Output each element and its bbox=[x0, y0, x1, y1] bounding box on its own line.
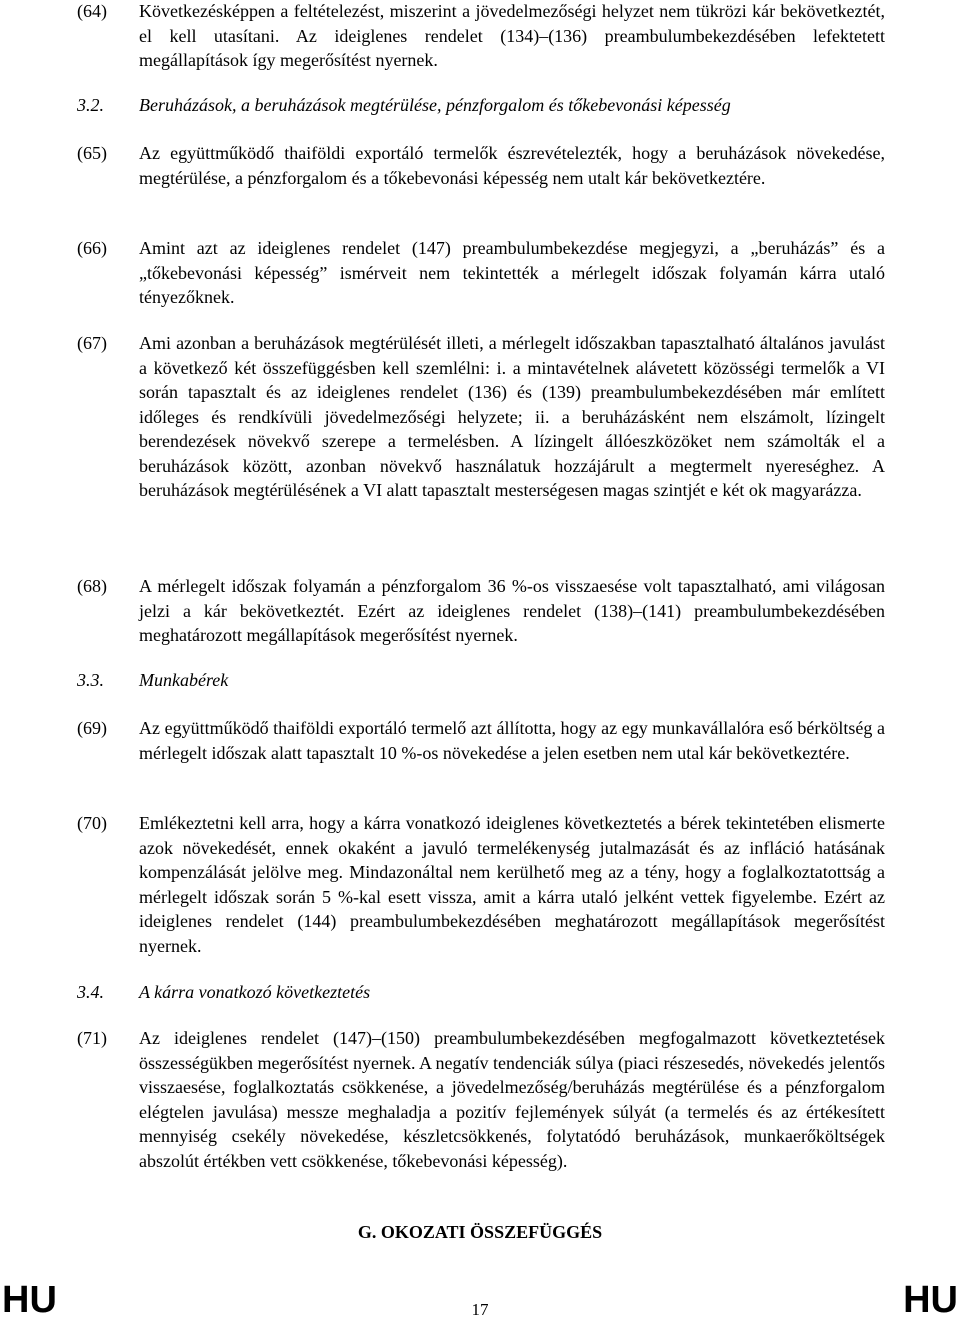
paragraph-number: (70) bbox=[77, 813, 107, 833]
paragraph-text: Az együttműködő thaiföldi exportáló termelő azt állította, hogy az egy munkavállalóra eső bérköltség a mérlegelt időszak alatt tapasztalt 10 %-os növekedése a jelen esetben nem utal kár bekövetkeztére. bbox=[139, 718, 885, 763]
chapter-heading-g: G. OKOZATI ÖSSZEFÜGGÉS bbox=[357, 1222, 603, 1242]
footer-language-right: HU bbox=[903, 1279, 958, 1321]
section-title: A kárra vonatkozó következtetés bbox=[139, 982, 371, 1002]
paragraph-text: Ami azonban a beruházások megtérülését illeti, a mérlegelt időszakban tapasztalható általános javulást a következő két összefüggésben kell szemlélni: i. a mintavételnek alávetett közösségi termelők a VI során tapasztalt és az ideiglenes rendelet (136) és (139) preambulumbekezdésében már említett időleges és rendkívüli jövedelmezőségi helyzete; ii. a beruházásként nem elszámolt, lízingelt berendezések növekvő szerepe a termelésben. A lízingelt állóeszközöket nem számolták el a beruházások között, azonban növekvő használatuk hozzájárult a megtermelt nyereséghez. A beruházások megtérülésének a VI alatt tapasztalt mesterségesen magas szintjét e két ok magyarázza. bbox=[139, 333, 885, 500]
section-title: Munkabérek bbox=[139, 670, 229, 690]
paragraph-number: (69) bbox=[77, 718, 107, 738]
paragraph-text: Az ideiglenes rendelet (147)–(150) preambulumbekezdésében megfogalmazott következtetések összességükben megerősítést nyernek. A negatív tendenciák súlya (piaci részesedés, növekedés jelentős visszaesése, foglalkoztatás csökkenése, a jövedelmezőség/beruházás megtérülése és a pénzforgalom elégtelen javulása) messze meghaladja a pozitív fejlemények súlyát (a termelés és az értékesített mennyiség csekély növekedése, készletcsökkenés, folytatódó beruházások, munkaerőköltségek abszolút értékben vett csökkenése, tőkebevonási képesség). bbox=[139, 1028, 885, 1171]
section-title: Beruházások, a beruházások megtérülése, pénzforgalom és tőkebevonási képesség bbox=[139, 95, 731, 115]
paragraph-number: (66) bbox=[77, 238, 107, 258]
paragraph-text: A mérlegelt időszak folyamán a pénzforgalom 36 %-os visszaesése volt tapasztalható, ami világosan jelzi a kár bekövetkeztét. Ezért az ideiglenes rendelet (138)–(141) preambulumbekezdésében meghatározott megállapítások megerősítést nyernek. bbox=[139, 576, 885, 645]
paragraph-number: (71) bbox=[77, 1028, 107, 1048]
paragraph-text: Amint azt az ideiglenes rendelet (147) preambulumbekezdése megjegyzi, a „beruházás” és a „tőkebevonási képesség” ismérveit nem tekintették a mérlegelt időszak folyamán kárra utaló tényezőknek. bbox=[139, 238, 885, 307]
page-number: 17 bbox=[471, 1300, 489, 1319]
paragraph-number: (68) bbox=[77, 576, 107, 596]
paragraph-number: (65) bbox=[77, 143, 107, 163]
footer-language-left: HU bbox=[2, 1279, 57, 1321]
paragraph-text: Emlékeztetni kell arra, hogy a kárra vonatkozó ideiglenes következtetés a bérek tekintetében elismerte azok növekedését, ennek okaként a javuló termelékenység jutalmazását és az infláció hatásának kompenzálását jelölve meg. Mindazonáltal nem kerülhető meg az a tény, hogy a foglalkoztatottság a mérlegelt időszak során 5 %-kal esett vissza, amit a kárra utaló jelként vettek figyelembe. Ezért az ideiglenes rendelet (144) preambulumbekezdésében meghatározott megállapítások megerősítést nyernek. bbox=[139, 813, 885, 956]
paragraph-text: Következésképpen a feltételezést, miszerint a jövedelmezőségi helyzet nem tükrözi kár bekövetkeztét, el kell utasítani. Az ideiglenes rendelet (134)–(136) preambulumbekezdésében lefektetett megállapítások így megerősítést nyernek. bbox=[139, 1, 885, 70]
paragraph-text: Az együttműködő thaiföldi exportáló termelők észrevételezték, hogy a beruházások növekedése, megtérülése, a pénzforgalom és a tőkebevonási képesség nem utalt kár bekövetkeztére. bbox=[139, 143, 885, 188]
section-number: 3.3. bbox=[77, 670, 104, 690]
section-number: 3.2. bbox=[77, 95, 104, 115]
paragraph-number: (67) bbox=[77, 333, 107, 353]
paragraph-number: (64) bbox=[77, 1, 107, 21]
section-number: 3.4. bbox=[77, 982, 104, 1002]
